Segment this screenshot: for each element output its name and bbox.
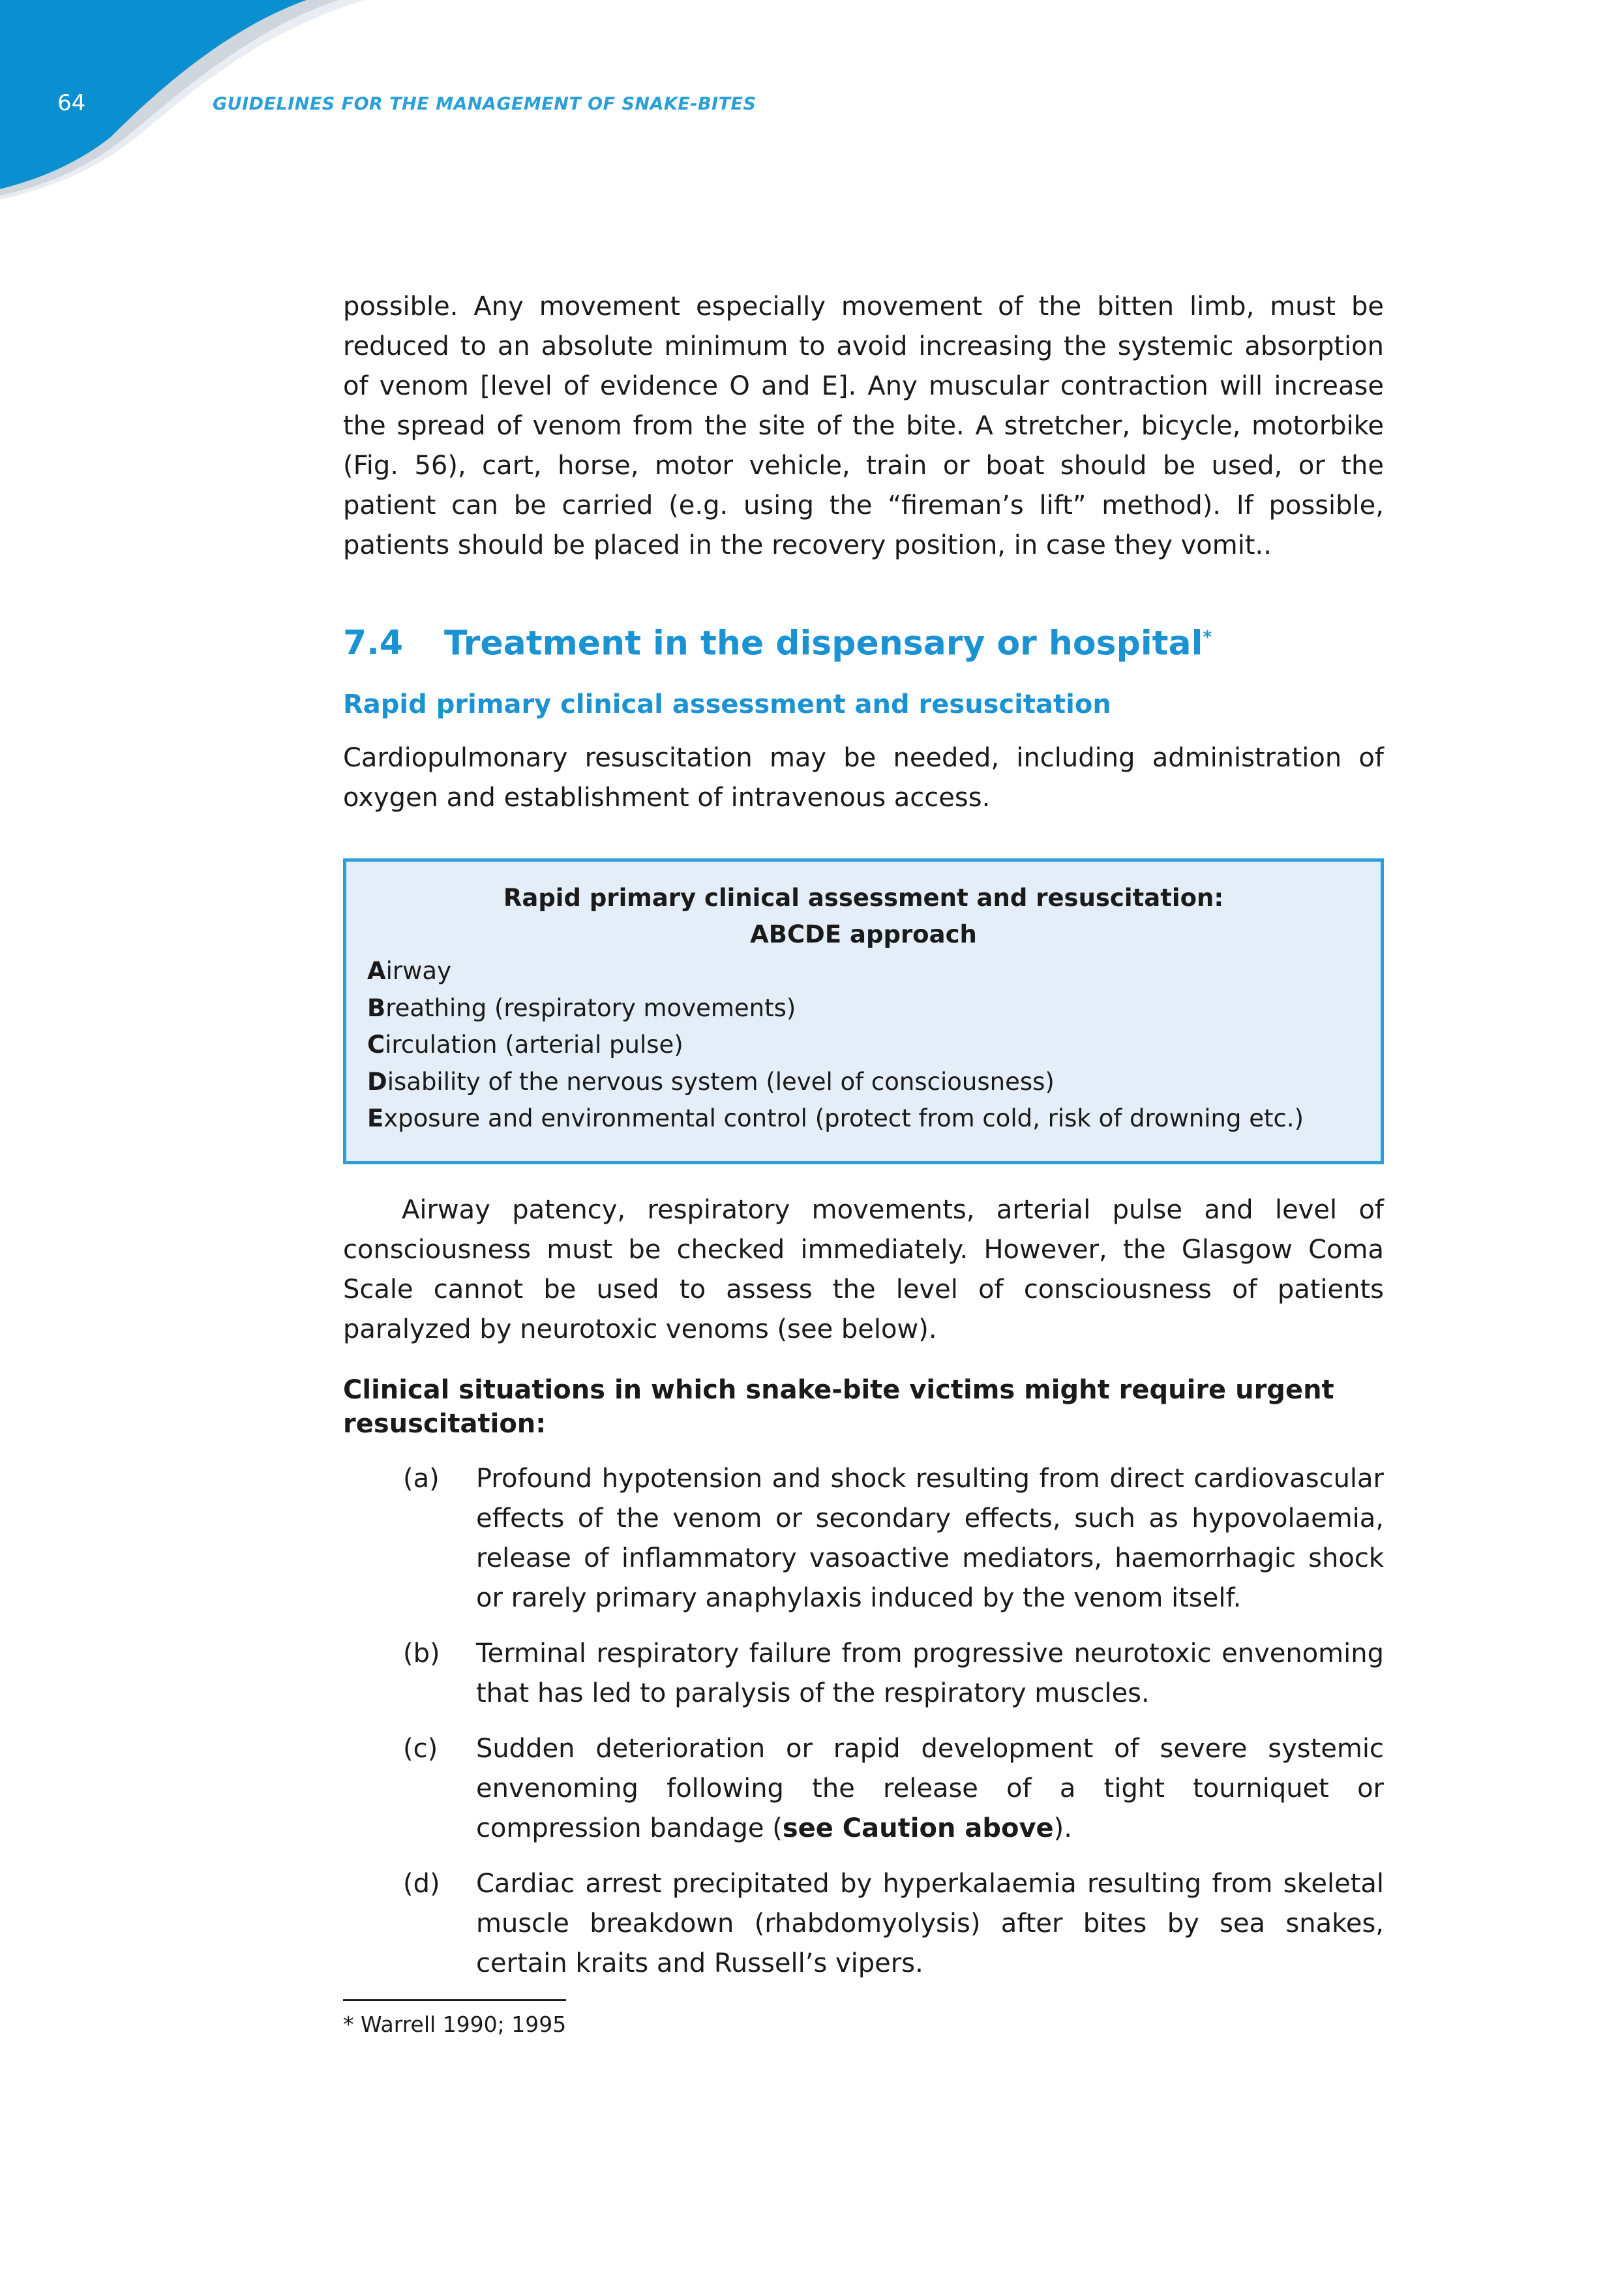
clinical-situations-list [343,1459,1384,1984]
abcde-box [343,858,1384,1164]
list-item-text: Terminal respiratory failure from progressive neurotoxic envenoming that has led to paralysis of the respiratory muscles. [476,1638,1384,1708]
airway-paragraph: Airway patency, respiratory movements, arterial pulse and level of consciousness must be checked immediately. However, the Glasgow Coma Scale cannot be used to assess the level of consciousness of patients paralyzed by neurotoxic venoms (see below). [343,1194,1384,1344]
list-item-text: Profound hypotension and shock resulting from direct cardiovascular effects of the venom or secondary effects, such as hypovolaemia, release of inflammatory vasoactive mediators, haemorrhagic shock or rarely primary anaphylaxis induced by the venom itself. [476,1463,1384,1613]
footnote-marker: * [1203,627,1212,647]
box-item-letter: E [367,1104,384,1133]
box-item-text: irculation (arterial pulse) [385,1031,683,1059]
main-content [343,287,1384,2039]
running-title: GUIDELINES FOR THE MANAGEMENT OF SNAKE-BITES [213,94,757,114]
list-item [343,1459,1384,1618]
page-number: 64 [57,90,86,116]
box-item-circulation [367,1027,1360,1064]
box-item-letter: B [367,993,386,1022]
list-item [343,1729,1384,1849]
box-item-letter: D [367,1067,387,1096]
box-item-text: isability of the nervous system (level of consciousness) [387,1067,1055,1096]
list-item-label: (b) [403,1638,440,1669]
box-item-breathing [367,990,1360,1027]
list-item [343,1634,1384,1714]
list-item-label: (c) [403,1733,438,1764]
box-item-airway [367,953,1360,990]
section-heading [343,616,1384,664]
list-item-label: (d) [403,1868,440,1899]
box-item-text: xposure and environmental control (protect from cold, risk of drowning etc.) [383,1104,1304,1133]
list-item-label: (a) [403,1463,440,1494]
list-item [343,1864,1384,1984]
box-item-exposure [367,1100,1360,1138]
box-item-disability [367,1064,1360,1101]
box-item-letter: C [367,1031,385,1059]
caution-reference: see Caution above [782,1813,1054,1843]
box-item-text: irway [385,957,451,986]
box-title-line1: Rapid primary clinical assessment and resuscitation: [503,884,1224,913]
box-title-line2: ABCDE approach [750,920,977,949]
list-item-text: Cardiac arrest precipitated by hyperkalaemia resulting from skeletal muscle breakdown (rhabdomyolysis) after bites by sea snakes, certain kraits and Russell’s vipers. [476,1868,1384,1978]
section-number: 7.4 [343,624,404,663]
cpr-paragraph: Cardiopulmonary resuscitation may be needed, including administration of oxygen and establishment of intravenous access. [343,743,1384,813]
footnote-rule [343,1999,566,2001]
subheading: Rapid primary clinical assessment and resuscitation [343,689,1111,720]
section-title: Treatment in the dispensary or hospital [444,624,1203,663]
box-item-text: reathing (respiratory movements) [385,993,796,1022]
list-item-text [476,1729,1384,1849]
list-item-text-end: ). [1053,1813,1072,1843]
clinical-situations-heading: Clinical situations in which snake-bite victims might require urgent resuscitation: [343,1374,1334,1439]
box-item-letter: A [367,957,386,986]
footnote: * Warrell 1990; 1995 [343,2011,567,2037]
list-item-text-start: Sudden deterioration or rapid development of severe systemic envenoming following the release of a tight tourniquet or compression bandage ( [476,1733,1384,1843]
intro-paragraph: possible. Any movement especially movement of the bitten limb, must be reduced to an absolute minimum to avoid increasing the systemic absorption of venom [level of evidence O and E]. Any muscular contraction will increase the spread of venom from the site of the bite. A stretcher, bicycle, motorbike (Fig. 56), cart, horse, motor vehicle, train or boat should be used, or the patient can be carried (e.g. using the “fireman’s lift” method). If possible, patients should be placed in the recovery position, in case they vomit.. [343,292,1384,560]
